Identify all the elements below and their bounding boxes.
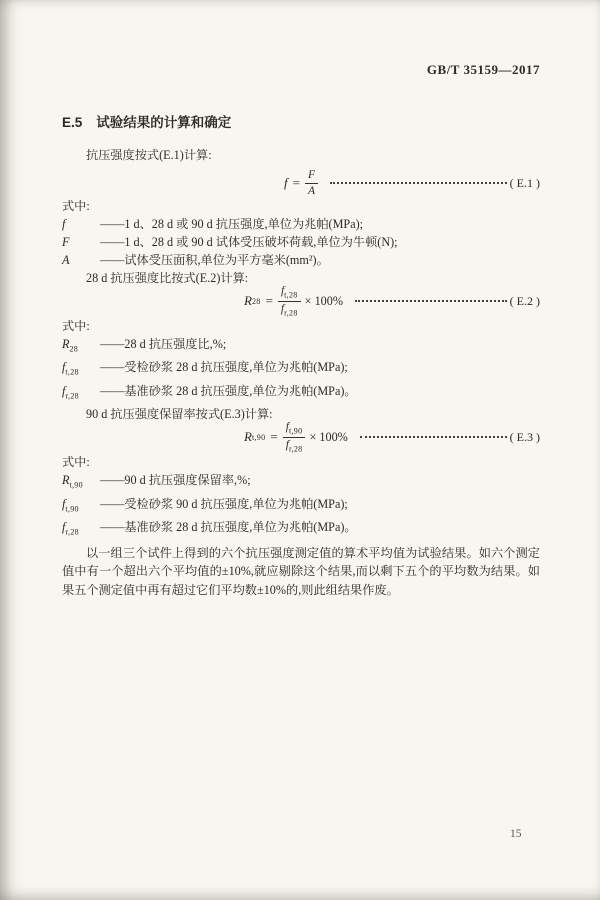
formula-e3-label: ( E.3 ): [509, 429, 540, 444]
section-heading: [62, 115, 540, 131]
dotted-leader: [360, 436, 507, 438]
formula-e2-expression: R 28 = $\frac{f_{t,28}}{f_{r,28}}$ × 100%: [244, 284, 344, 318]
formula-e1-denominator: A: [307, 185, 315, 197]
definition-text: ——90 d 抗压强度保留率,%;: [100, 473, 251, 488]
e1-intro-paragraph: 抗压强度按式(E.1)计算:: [86, 148, 212, 162]
formula-e1: [62, 169, 540, 197]
standard-number: GB/T 35159—2017: [426, 62, 540, 77]
definition-text: ——受检砂浆 90 d 抗压强度,单位为兆帕(MPa);: [100, 496, 348, 511]
section-title: 试验结果的计算和确定: [96, 115, 232, 130]
definition-line-ft28: $f_{t,28}$ ——受检砂浆 28 d 抗压强度,单位为兆帕(MPa);: [62, 360, 348, 377]
formula-e2-label: ( E.2 ): [509, 293, 540, 308]
definition-line-fr28: $f_{r,28}$ ——基准砂浆 28 d 抗压强度,单位为兆帕(MPa)。: [62, 383, 357, 401]
e3-intro-paragraph: 90 d 抗压强度保留率按式(E.3)计算:: [86, 407, 273, 422]
formula-e1-expression: [284, 169, 318, 198]
definition-line-ft90: $f_{t,90}$ ——受检砂浆 90 d 抗压强度,单位为兆帕(MPa);: [62, 496, 348, 514]
dotted-leader: [355, 300, 507, 302]
definition-text: ——1 d、28 d 或 90 d 抗压强度,单位为兆帕(MPa);: [100, 217, 364, 231]
definition-line-A: A ——试体受压面积,单位为平方毫米(mm²)。: [62, 253, 329, 267]
dotted-leader: [330, 182, 507, 184]
closing-paragraph: 以一组三个试件上得到的六个抗压强度测定值的算术平均值为试验结果。如六个测定值中有一个超出六个平均值的±10%,就应剔除这个结果,而以剩下五个的平均数为结果。如果五个测定值中再有超过它们平均数±10%的,则此组结果作废。: [62, 545, 540, 597]
definition-line-F: F ——1 d、28 d 或 90 d 试体受压破坏荷载,单位为牛顿(N);: [62, 235, 398, 249]
equals-sign: =: [265, 293, 273, 308]
formula-e1-lhs: f: [284, 175, 288, 190]
definition-text: ——受检砂浆 28 d 抗压强度,单位为兆帕(MPa);: [100, 360, 348, 375]
formula-e1-fraction: [305, 169, 318, 198]
formula-e2-fraction: $\frac{f_{t,28}}{f_{r,28}}$: [278, 285, 301, 318]
section-number: E.5: [62, 115, 83, 130]
e2-intro-paragraph: 28 d 抗压强度比按式(E.2)计算:: [86, 271, 249, 285]
formula-e2-lhs: R: [244, 293, 252, 308]
e3-where-title: 式中:: [62, 455, 90, 470]
definition-line-Rt90: $R_{t,90}$ ——90 d 抗压强度保留率,%;: [62, 473, 251, 490]
formula-e3-fraction: $\frac{f_{t,90}}{f_{r,28}}$: [283, 421, 306, 454]
formula-e1-label: ( E.1 ): [509, 175, 540, 190]
equals-sign: =: [292, 175, 300, 190]
definition-text: ——28 d 抗压强度比,%;: [100, 337, 227, 351]
formula-e2-suffix: × 100%: [304, 293, 344, 308]
formula-e3-lhs: R: [244, 429, 252, 445]
formula-e2: [62, 284, 540, 318]
formula-e3-expression: R t,90 = $\frac{f_{t,90}}{f_{r,28}}$ × 100%: [244, 421, 348, 454]
definition-text: ——试体受压面积,单位为平方毫米(mm²)。: [100, 253, 329, 267]
page-number: 15: [510, 828, 522, 840]
formula-e3-suffix: × 100%: [309, 429, 348, 444]
e1-where-title: 式中:: [62, 199, 90, 213]
definition-line-R28: $R_{28}$ ——28 d 抗压强度比,%;: [62, 337, 227, 354]
definition-line-f: f ——1 d、28 d 或 90 d 抗压强度,单位为兆帕(MPa);: [62, 217, 364, 231]
formula-e3: [62, 421, 540, 454]
e2-where-title: 式中:: [62, 319, 90, 333]
definition-text: ——基准砂浆 28 d 抗压强度,单位为兆帕(MPa)。: [100, 383, 357, 398]
formula-e1-numerator: F: [305, 169, 318, 185]
definition-line-fr28-b: $f_{r,28}$ ——基准砂浆 28 d 抗压强度,单位为兆帕(MPa)。: [62, 520, 357, 537]
equals-sign: =: [270, 429, 278, 445]
definition-text: ——基准砂浆 28 d 抗压强度,单位为兆帕(MPa)。: [100, 520, 357, 535]
definition-text: ——1 d、28 d 或 90 d 试体受压破坏荷载,单位为牛顿(N);: [100, 235, 398, 249]
